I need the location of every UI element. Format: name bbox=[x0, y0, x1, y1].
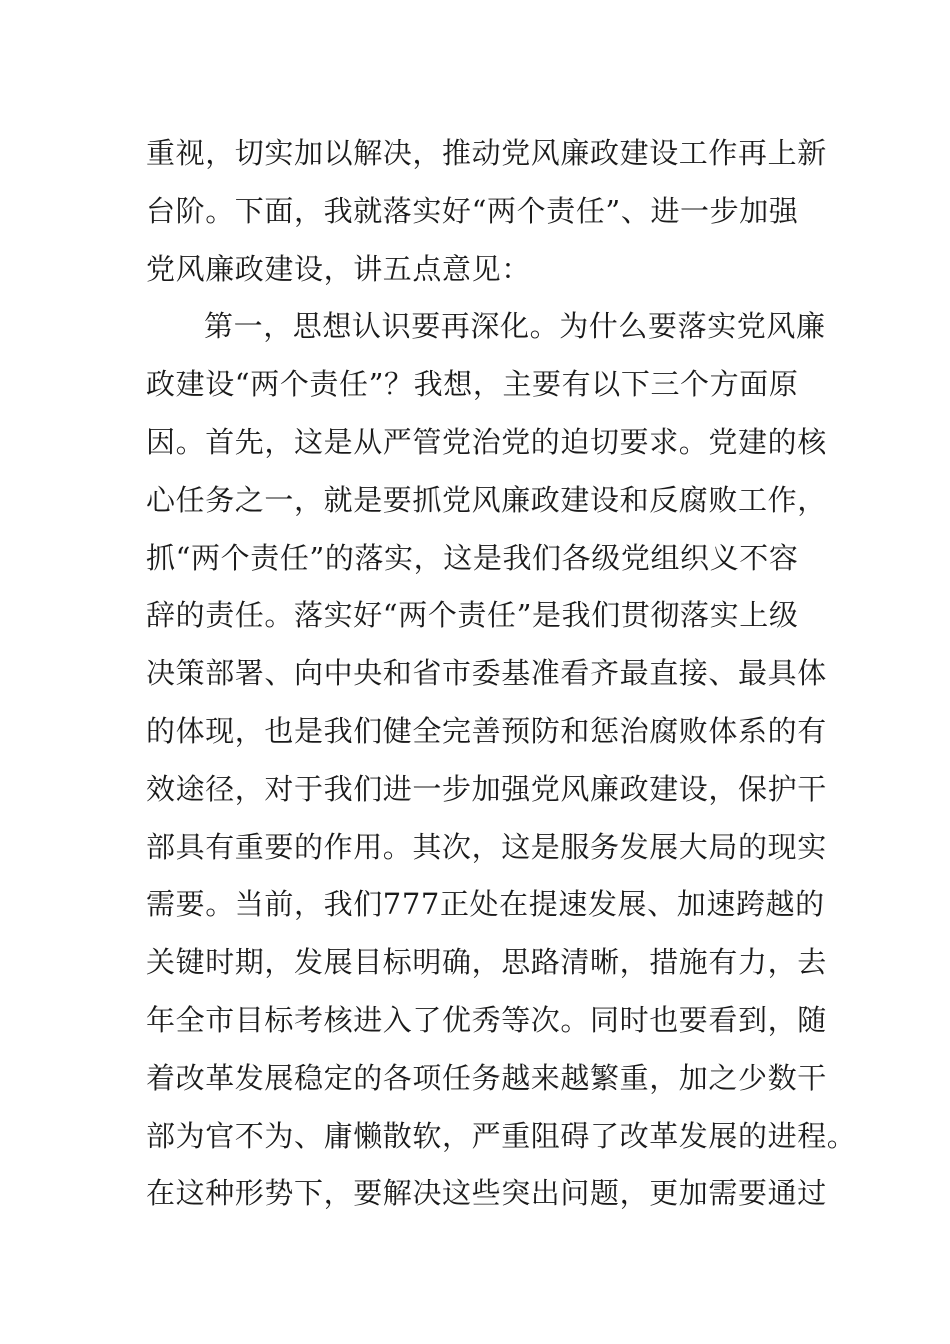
text-line: 部为官不为、庸懒散软，严重阻碍了改革发展的进程。 bbox=[146, 1118, 857, 1153]
text-line: 部具有重要的作用。其次，这是服务发展大局的现实 bbox=[146, 829, 827, 864]
text-line: 党风廉政建设，讲五点意见： bbox=[146, 251, 531, 286]
text-line: 台阶。下面，我就落实好“两个责任”、进一步加强 bbox=[146, 193, 799, 228]
text-line: 心任务之一，就是要抓党风廉政建设和反腐败工作， bbox=[146, 482, 827, 517]
body-text bbox=[146, 125, 857, 1223]
text-line: 效途径，对于我们进一步加强党风廉政建设，保护干 bbox=[146, 771, 827, 806]
text-line: 在这种形势下，要解决这些突出问题，更加需要通过 bbox=[146, 1176, 827, 1211]
text-line: 年全市目标考核进入了优秀等次。同时也要看到，随 bbox=[146, 1002, 827, 1037]
text-line: 需要。当前，我们777正处在提速发展、加速跨越的 bbox=[146, 887, 825, 922]
text-line: 的体现，也是我们健全完善预防和惩治腐败体系的有 bbox=[146, 713, 827, 748]
text-line: 因。首先，这是从严管党治党的迫切要求。党建的核 bbox=[146, 424, 827, 459]
text-line: 辞的责任。落实好“两个责任”是我们贯彻落实上级 bbox=[146, 598, 799, 633]
paragraph-first-line: 第一，思想认识要再深化。为什么要落实党风廉 bbox=[204, 309, 826, 344]
text-line: 决策部署、向中央和省市委基准看齐最直接、最具体 bbox=[146, 656, 827, 691]
text-line: 关键时期，发展目标明确，思路清晰，措施有力，去 bbox=[146, 945, 827, 980]
text-line: 政建设“两个责任”？我想，主要有以下三个方面原 bbox=[146, 367, 799, 402]
text-line: 重视，切实加以解决，推动党风廉政建设工作再上新 bbox=[146, 136, 827, 170]
text-line: 着改革发展稳定的各项任务越来越繁重，加之少数干 bbox=[146, 1060, 827, 1095]
text-line: 抓“两个责任”的落实，这是我们各级党组织义不容 bbox=[146, 540, 799, 575]
